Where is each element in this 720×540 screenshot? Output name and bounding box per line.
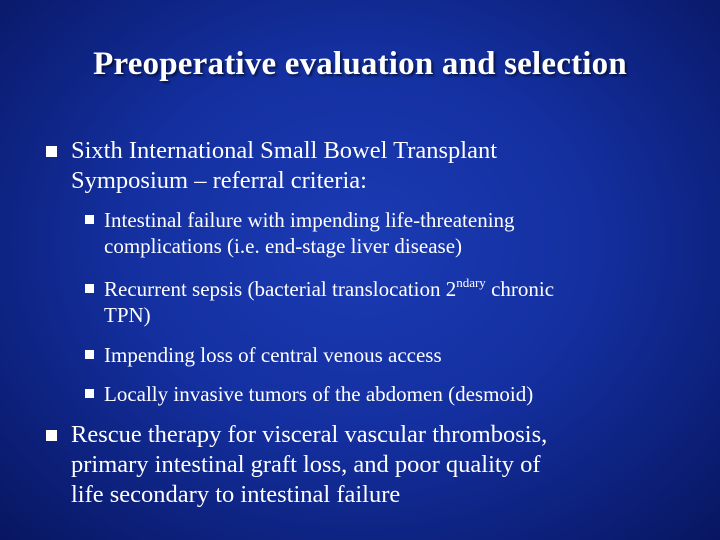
square-bullet-icon	[85, 350, 94, 359]
square-bullet-icon	[85, 284, 94, 293]
sub-bullet-text-line: complications (i.e. end-stage liver disease)	[104, 234, 463, 258]
sub-bullet-intestinal-failure	[104, 207, 515, 259]
sub-bullet-text-line: Locally invasive tumors of the abdomen (desmoid)	[104, 382, 534, 406]
bullet-rescue-therapy	[71, 420, 547, 510]
superscript-ndary: ndary	[456, 275, 486, 290]
sepsis-text: Recurrent sepsis (bacterial translocation 2	[104, 277, 457, 301]
sub-bullet-text-line	[104, 276, 554, 302]
sepsis-text-post: chronic	[485, 277, 555, 301]
square-bullet-icon	[85, 389, 94, 398]
square-bullet-icon	[85, 215, 94, 224]
bullet-text-line: primary intestinal graft loss, and poor quality of	[71, 451, 541, 478]
bullet-referral-criteria	[71, 136, 497, 196]
slide-title: Preoperative evaluation and selection	[93, 46, 627, 82]
bullet-text-line: Symposium – referral criteria:	[71, 167, 367, 194]
bullet-text-line: Rescue therapy for visceral vascular thrombosis,	[71, 421, 548, 448]
sub-bullet-venous-access	[104, 342, 442, 368]
square-bullet-icon	[46, 146, 57, 157]
sub-bullet-text-line: TPN)	[104, 303, 151, 327]
square-bullet-icon	[46, 430, 57, 441]
sub-bullet-invasive-tumors	[104, 381, 533, 407]
bullet-text-line: life secondary to intestinal failure	[71, 481, 401, 508]
sub-bullet-recurrent-sepsis	[104, 276, 554, 328]
sub-bullet-text-line: Intestinal failure with impending life-threatening	[104, 208, 515, 232]
sub-bullet-text-line: Impending loss of central venous access	[104, 343, 442, 367]
bullet-text-line: Sixth International Small Bowel Transplant	[71, 137, 498, 164]
